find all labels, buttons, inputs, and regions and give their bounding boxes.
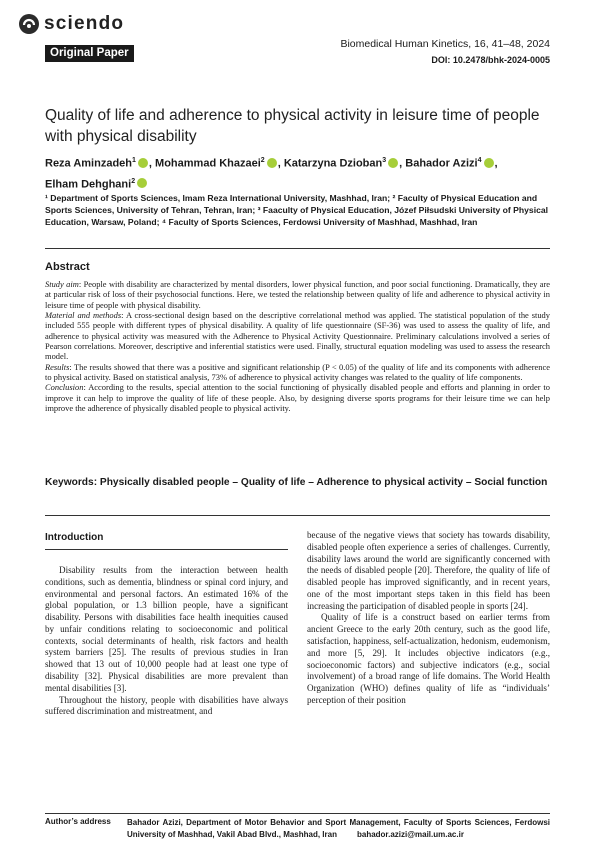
author-affiliation-number: 2 [260,157,265,164]
author-name: Bahador Azizi [405,157,478,170]
author-separator: , [494,157,498,170]
author-separator: , [148,157,156,170]
doi[interactable]: DOI: 10.2478/bhk-2024-0005 [431,55,550,65]
author-affiliation-number: 1 [132,157,136,164]
keywords: Keywords: Physically disabled people – Quality of life – Adherence to physical activity – Social function [45,477,548,488]
abstract-paragraph [45,279,550,310]
orcid-icon[interactable] [138,158,148,168]
author-affiliation-number: 4 [477,157,482,164]
orcid-icon[interactable] [388,158,398,168]
author-name: Elham Dehghani [45,178,132,191]
abstract-paragraph [45,382,550,413]
orcid-icon[interactable] [137,178,147,188]
introduction-heading: Introduction [45,532,104,543]
body-column-right [307,530,550,707]
journal-citation: Biomedical Human Kinetics, 16, 41–48, 2024 [340,38,550,50]
abstract-paragraph [45,362,550,383]
author-name: Mohammad Khazaei [155,157,261,170]
author-name: Reza Aminzadeh [45,157,133,170]
publisher-logo [18,12,124,36]
section-rule [45,549,288,550]
email-link[interactable]: bahador.azizi@mail.um.ac.ir [356,830,464,839]
author-separator: , [399,157,406,170]
divider [45,248,550,249]
author-separator: , [277,157,284,170]
orcid-icon[interactable] [267,158,277,168]
abstract-label: Study aim [45,279,79,289]
orcid-icon[interactable] [484,158,494,168]
author-list [45,152,555,193]
logo-text: sciendo [44,13,125,34]
body-paragraph: Throughout the history, people with disabilities have always suffered discrimination and mistreatment, and [45,694,288,717]
body-paragraph: Disability results from the interaction between health conditions, such as dementia, blindness or spinal cord injury, and environmental and personal factors. An estimated 16% of the global population, or 1.3 billion people, have a significant disability. Persons with disabilities face health inequities caused by unfair conditions relating to socioeconomic and political contexts, social determinants of health, risk factors and health system barriers [25]. The results of previous studies in Iran showed that 13 out of 10,000 people had at least one type of disability [32]. Physical disabilities are more prevalent than mental disabilities [3]. [45,565,288,693]
address-text: Bahador Azizi, Department of Motor Behavior and Sport Management, Faculty of Sports Sciences, Ferdowsi University of Mashhad, Vakil Abad Blvd., Mashhad, Iran [127,818,550,839]
article-type-badge: Original Paper [45,45,134,62]
abstract-text: : The results showed that there was a positive and significant relationship (P < 0.05) of the quality of life and its components with adherence to physical activity. Based on statistical analysis, 73% of adherence to physical activity changes was related to the quality of life components. [45,361,550,383]
body-paragraph: Quality of life is a construct based on earlier terms from ancient Greece to the early 20th century, such as the good life, satisfaction, happiness, self-actualization, hedonism, eudemonism, and more [5, 29]. It includes objective indicators (e.g., socioeconomic factors) and subjective indicators (e.g., social involvement) of a broad range of life domains. The World Health Organization (WHO) defines quality of life as “individuals’ perception of their position [307,612,550,705]
abstract-heading: Abstract [45,261,90,273]
author-affiliation-number: 3 [382,157,387,164]
abstract-body [45,279,550,413]
abstract-text: : People with disability are characterized by mental disorders, lower physical function, and poor social functioning. Dramatically, they are at particular risk of loss of their psychosocial functions. Here, we tested the relationship between quality of life and adherence to physical activity in leisure time of people with physical disability. [45,279,550,310]
body-column-left [45,565,288,718]
divider [45,515,550,516]
affiliations: ¹ Department of Sports Sciences, Imam Reza International University, Mashhad, Iran; ² Faculty of Physical Education and Sports Sciences, University of Tehran, Tehran, Iran; ³ Faaculty of Physical Education, Józef Piłsudski University of Physical Education, Warsaw, Poland; ⁴ Faculty of Sports Sciences, Ferdowsi University of Mashhad, Mashhad, Iran [45,193,549,227]
author-name: Katarzyna Dzioban [283,157,383,170]
abstract-label: Material and methods [45,310,122,321]
sciendo-logo-icon [18,13,40,35]
abstract-paragraph [45,310,550,362]
author-affiliation-number: 2 [131,177,136,185]
paper-title: Quality of life and adherence to physical activity in leisure time of people with physical disability [45,107,540,145]
abstract-label: Results [45,361,70,372]
body-paragraph: because of the negative views that society has towards disability, disabled people often experience a series of challenges. Currently, disability laws around the world are significantly concerned with the needs of disabled people [20]. Therefore, the quality of life of disabled people has improved significantly, and in recent years, one of the most important steps taken in this field has been increasing the participation of disabled people in sports [24]. [307,530,550,611]
abstract-text: : According to the results, special attention to the social functioning of physically disabled people and efforts and planning in order to improve it can help to improve the quality of life of these people. Also, by designing diverse sports programs for their leisure time we can help improve the adherence of physically disabled people to physical activity. [45,382,550,414]
divider [45,813,550,814]
authors-address-label: Author’s address [45,817,111,826]
authors-address [127,817,550,841]
abstract-text: : A cross-sectional design based on the descriptive correlational method was applied. The statistical population of the study included 555 people with different types of physical disability. A quality of life questionnaire (SF-36) was used to assess the quality of life, and adherence to physical activity was measured with the Adherence to Physical Activity Questionnaire. Preliminary calculations involved a series of Pearson correlations. Moreover, descriptive and inferential statistics were used. Finally, structural equation modeling was used to assess the research model. [45,310,550,362]
abstract-label: Conclusion [45,382,84,393]
